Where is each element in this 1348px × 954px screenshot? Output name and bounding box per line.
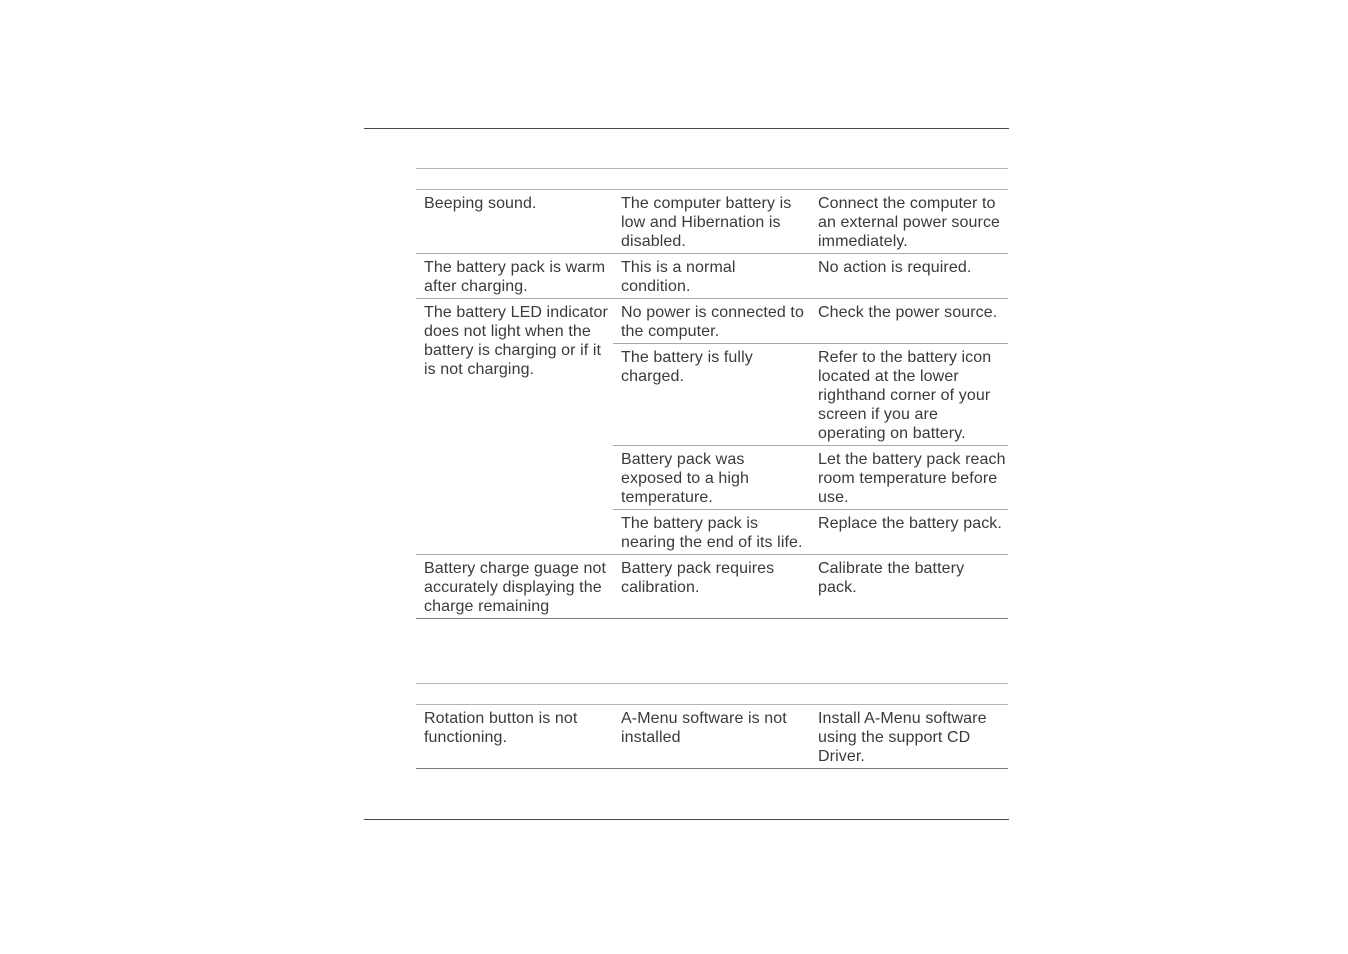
rotation-section-header bbox=[416, 683, 1008, 705]
rotation-troubleshooting-section bbox=[416, 683, 1008, 769]
solution-cell: Install A-Menu software using the support CD Driver. bbox=[810, 705, 1008, 769]
problem-cell: Battery charge guage not accurately displaying the charge remaining bbox=[416, 555, 613, 619]
problem-cell: The battery pack is warm after charging. bbox=[416, 254, 613, 299]
cause-cell: The battery pack is nearing the end of its life. bbox=[613, 510, 810, 555]
table-row bbox=[416, 555, 1008, 619]
problem-cell: The battery LED indicator does not light when the battery is charging or if it is not charging. bbox=[416, 299, 613, 555]
page-top-rule bbox=[364, 128, 1009, 129]
table-row bbox=[416, 254, 1008, 299]
page-bottom-rule bbox=[364, 819, 1009, 820]
problem-cell: Beeping sound. bbox=[424, 195, 537, 212]
solution-cell: Connect the computer to an external power source immediately. bbox=[818, 195, 1001, 250]
solution-cell: No action is required. bbox=[810, 254, 1008, 299]
battery-section-header bbox=[416, 168, 1008, 190]
cause-cell: Battery pack requires calibration. bbox=[613, 555, 810, 619]
battery-troubleshooting-section bbox=[416, 168, 1008, 619]
cause-cell: This is a normal condition. bbox=[613, 254, 810, 299]
cause-cell: Battery pack was exposed to a high temperature. bbox=[613, 446, 810, 510]
table-row bbox=[416, 190, 1008, 254]
table-row bbox=[416, 299, 1008, 344]
solution-cell: Check the power source. bbox=[810, 299, 1008, 344]
table-row bbox=[416, 705, 1008, 769]
solution-cell: Calibrate the battery pack. bbox=[810, 555, 1008, 619]
cause-cell: A-Menu software is not installed bbox=[613, 705, 810, 769]
solution-cell: Replace the battery pack. bbox=[810, 510, 1008, 555]
solution-cell: Let the battery pack reach room temperature before use. bbox=[810, 446, 1008, 510]
cause-cell: No power is connected to the computer. bbox=[613, 299, 810, 344]
rotation-troubleshooting-table bbox=[416, 705, 1008, 769]
battery-troubleshooting-table bbox=[416, 190, 1008, 619]
problem-cell: Rotation button is not functioning. bbox=[416, 705, 613, 769]
cause-cell: The battery is fully charged. bbox=[613, 344, 810, 446]
cause-cell: The computer battery is low and Hibernation is disabled. bbox=[621, 195, 792, 250]
solution-cell: Refer to the battery icon located at the lower righthand corner of your screen if you are operating on battery. bbox=[810, 344, 1008, 446]
